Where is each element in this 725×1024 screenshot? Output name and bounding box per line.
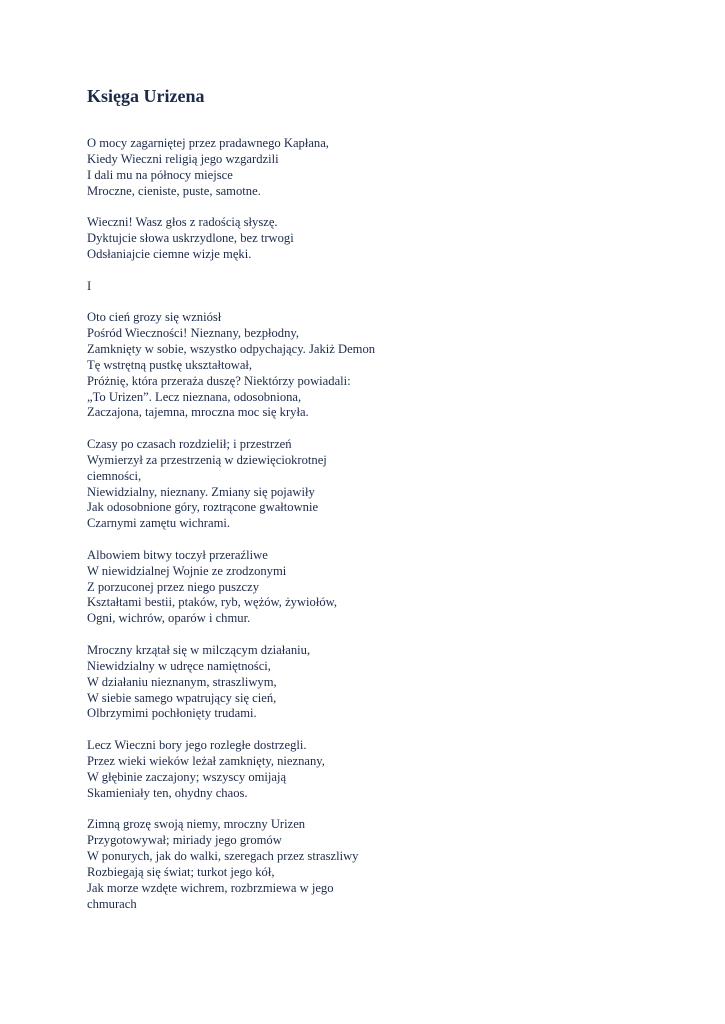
poem-line: Zaczajona, tajemna, mroczna moc się kryła. (87, 405, 309, 420)
poem-line: Zimną grozę swoją niemy, mroczny Urizen (87, 817, 306, 832)
poem-line: W działaniu nieznanym, straszliwym, (87, 674, 277, 689)
poem-stanza (87, 817, 687, 912)
poem-line: Skamieniały ten, ohydny chaos. (87, 785, 248, 800)
poem-stanza (87, 738, 687, 801)
poem-line: Wieczni! Wasz głos z radością słyszę. (87, 215, 278, 230)
poem-line: Jak morze wzdęte wichrem, rozbrzmiewa w jego (87, 880, 334, 895)
poem-stanza (87, 279, 687, 295)
poem-line: ciemności, (87, 468, 142, 483)
poem-line: Przygotowywał; miriady jego gromów (87, 833, 282, 848)
poem-line: Niewidzialny w udręce namiętności, (87, 658, 271, 673)
poem-line: Jak odosobnione góry, roztrącone gwałtownie (87, 500, 319, 515)
poem-line: Tę wstrętną pustkę ukształtował, (87, 357, 253, 372)
poem-line: Wymierzył za przestrzenią w dziewięciokrotnej (87, 452, 327, 467)
poem-line: Dyktujcie słowa uskrzydlone, bez trwogi (87, 231, 294, 246)
poem-line: Kiedy Wieczni religią jego wzgardzili (87, 151, 279, 166)
poem-line: W głębinie zaczajony; wszyscy omijają (87, 769, 287, 784)
poem-line: W siebie samego wpatrujący się cień, (87, 690, 277, 705)
poem-line: Czarnymi zamętu wichrami. (87, 516, 231, 531)
document-title: Księga Urizena (87, 86, 205, 106)
poem-line: Lecz Wieczni bory jego rozległe dostrzegli. (87, 738, 307, 753)
poem-line: „To Urizen”. Lecz nieznana, odosobniona, (87, 389, 302, 404)
poem-body (87, 136, 687, 928)
poem-line: Zamknięty w sobie, wszystko odpychający. Jakiż Demon (87, 341, 376, 356)
poem-line: Odsłaniajcie ciemne wizje męki. (87, 246, 252, 261)
poem-line: Albowiem bitwy toczył przeraźliwe (87, 547, 268, 562)
poem-line: Czasy po czasach rozdzielił; i przestrzeń (87, 437, 292, 452)
poem-line: Przez wieki wieków leżał zamknięty, nieznany, (87, 753, 325, 768)
poem-line: I dali mu na północy miejsce (87, 167, 233, 182)
poem-line: Kształtami bestii, ptaków, ryb, wężów, żywiołów, (87, 595, 338, 610)
poem-line: Próżnię, która przeraża duszę? Niektórzy powiadali: (87, 373, 351, 388)
poem-line: Rozbiegają się świat; turkot jego kół, (87, 864, 275, 879)
poem-line: Olbrzymimi pochłonięty trudami. (87, 706, 257, 721)
poem-line: Oto cień grozy się wzniósł (87, 310, 222, 325)
poem-line: Mroczne, cieniste, puste, samotne. (87, 183, 261, 198)
poem-line: I (87, 278, 92, 293)
poem-stanza (87, 215, 687, 263)
poem-line: W ponurych, jak do walki, szeregach przez straszliwy (87, 848, 359, 863)
poem-stanza (87, 136, 687, 199)
poem-stanza (87, 437, 687, 532)
poem-stanza (87, 643, 687, 722)
poem-line: Ogni, wichrów, oparów i chmur. (87, 611, 251, 626)
poem-stanza (87, 548, 687, 627)
poem-line: Niewidzialny, nieznany. Zmiany się pojawiły (87, 484, 315, 499)
poem-line: chmurach (87, 896, 137, 911)
poem-line: O mocy zagarniętej przez pradawnego Kapłana, (87, 136, 329, 150)
poem-stanza (87, 310, 687, 421)
poem-line: Z porzuconej przez niego puszczy (87, 579, 260, 594)
poem-line: Mroczny krzątał się w milczącym działaniu, (87, 643, 311, 657)
poem-line: W niewidzialnej Wojnie ze zrodzonymi (87, 563, 287, 578)
poem-line: Pośród Wieczności! Nieznany, bezpłodny, (87, 326, 300, 341)
